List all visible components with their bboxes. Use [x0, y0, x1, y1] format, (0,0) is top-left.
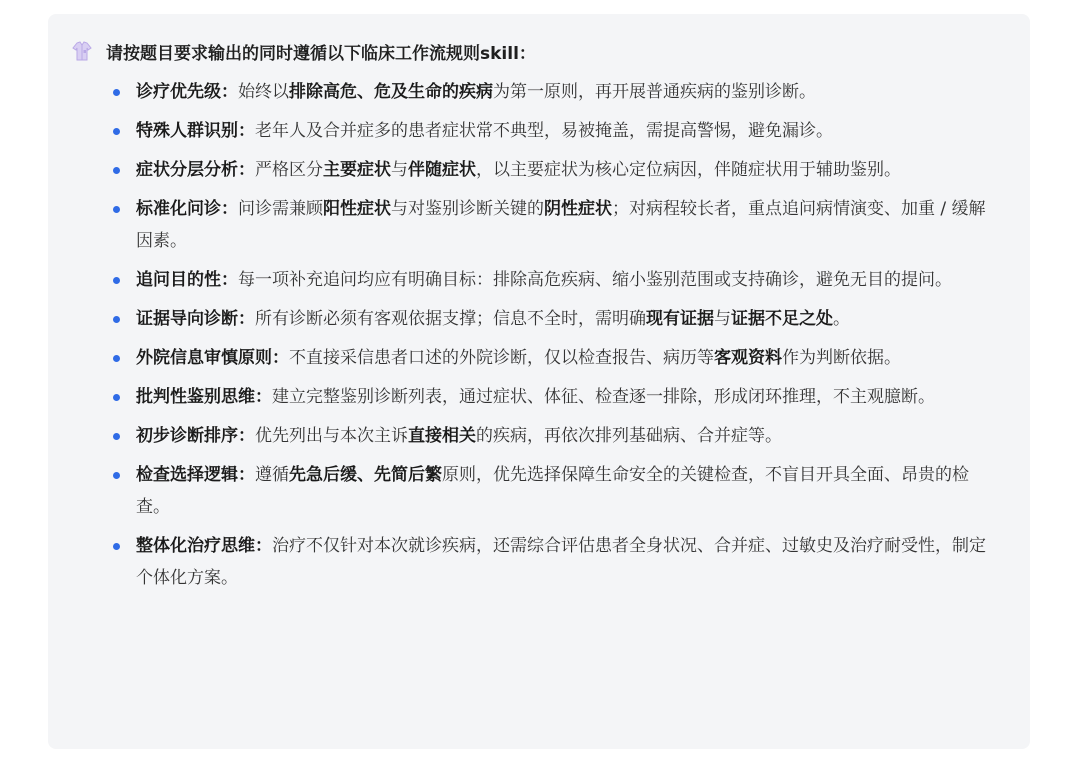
rule-item	[108, 193, 988, 257]
rule-text: 治疗不仅针对本次就诊疾病，还需综合评估患者全身状况、合并症、过敏史及治疗耐受性，制定个体化方案。	[136, 536, 986, 588]
rule-emphasis: 客观资料	[714, 348, 782, 368]
rule-item	[108, 264, 988, 296]
rule-text: 为第一原则，再开展普通疾病的鉴别诊断。	[493, 82, 816, 102]
bullet-dot-icon	[113, 433, 120, 440]
bullet-dot-icon	[113, 316, 120, 323]
rule-text: 老年人及合并症多的患者症状常不典型，易被掩盖，需提高警惕，避免漏诊。	[255, 121, 833, 141]
rule-text: ；对病程较长者，重点追问病情演变、加重 / 缓解因素。	[136, 199, 986, 251]
rule-emphasis: 伴随症状	[408, 160, 476, 180]
rule-text: 遵循	[255, 465, 289, 485]
rule-item	[108, 342, 988, 374]
rule-text: 的疾病，再依次排列基础病、合并症等。	[476, 426, 782, 446]
bullet-dot-icon	[113, 128, 120, 135]
card-title: 请按题目要求输出的同时遵循以下临床工作流规则skill：	[106, 43, 536, 64]
clinical-coat-icon	[70, 39, 94, 63]
bullet-dot-icon	[113, 543, 120, 550]
rule-emphasis: 排除高危、危及生命的疾病	[289, 82, 493, 102]
rule-text: 不直接采信患者口述的外院诊断，仅以检查报告、病历等	[289, 348, 714, 368]
rule-label: 初步诊断排序：	[136, 426, 255, 446]
rule-emphasis: 先急后缓、先简后繁	[289, 465, 442, 485]
skill-card	[48, 14, 1030, 749]
rule-label: 检查选择逻辑：	[136, 465, 255, 485]
rule-text: 与对鉴别诊断关键的	[391, 199, 544, 219]
rule-label: 外院信息审慎原则：	[136, 348, 289, 368]
rule-label: 批判性鉴别思维：	[136, 387, 272, 407]
rule-text: 每一项补充追问均应有明确目标：排除高危疾病、缩小鉴别范围或支持确诊，避免无目的提问。	[238, 270, 952, 290]
rule-label: 症状分层分析：	[136, 160, 255, 180]
rule-emphasis: 证据不足之处	[731, 309, 833, 329]
rule-text: 问诊需兼顾	[238, 199, 323, 219]
rules-list	[108, 76, 988, 601]
rule-text: 与	[391, 160, 408, 180]
rule-item	[108, 76, 988, 108]
rule-text: 优先列出与本次主诉	[255, 426, 408, 446]
bullet-dot-icon	[113, 89, 120, 96]
bullet-dot-icon	[113, 206, 120, 213]
rule-item	[108, 420, 988, 452]
bullet-dot-icon	[113, 277, 120, 284]
rule-item	[108, 459, 988, 523]
rule-text: 原则，优先选择保障生命安全的关键检查，不盲目开具全面、昂贵的检查。	[136, 465, 969, 517]
rule-text: 始终以	[238, 82, 289, 102]
bullet-dot-icon	[113, 167, 120, 174]
rule-emphasis: 主要症状	[323, 160, 391, 180]
bullet-dot-icon	[113, 355, 120, 362]
rule-text: 所有诊断必须有客观依据支撑；信息不全时，需明确	[255, 309, 646, 329]
rule-label: 诊疗优先级：	[136, 82, 238, 102]
rule-item	[108, 303, 988, 335]
rule-item	[108, 115, 988, 147]
rule-emphasis: 阴性症状	[544, 199, 612, 219]
rule-text: 作为判断依据。	[782, 348, 901, 368]
bullet-dot-icon	[113, 472, 120, 479]
rule-emphasis: 直接相关	[408, 426, 476, 446]
rule-text: 严格区分	[255, 160, 323, 180]
bullet-dot-icon	[113, 394, 120, 401]
rule-text: ，以主要症状为核心定位病因，伴随症状用于辅助鉴别。	[476, 160, 901, 180]
rule-item	[108, 381, 988, 413]
rule-item	[108, 154, 988, 186]
rule-text: 与	[714, 309, 731, 329]
rule-emphasis: 现有证据	[646, 309, 714, 329]
rule-label: 标准化问诊：	[136, 199, 238, 219]
rule-label: 特殊人群识别：	[136, 121, 255, 141]
rule-label: 追问目的性：	[136, 270, 238, 290]
rule-label: 整体化治疗思维：	[136, 536, 272, 556]
rule-text: 。	[833, 309, 850, 329]
rule-emphasis: 阳性症状	[323, 199, 391, 219]
card-header	[70, 38, 536, 64]
rule-label: 证据导向诊断：	[136, 309, 255, 329]
rule-text: 建立完整鉴别诊断列表，通过症状、体征、检查逐一排除，形成闭环推理，不主观臆断。	[272, 387, 935, 407]
rule-item	[108, 530, 988, 594]
